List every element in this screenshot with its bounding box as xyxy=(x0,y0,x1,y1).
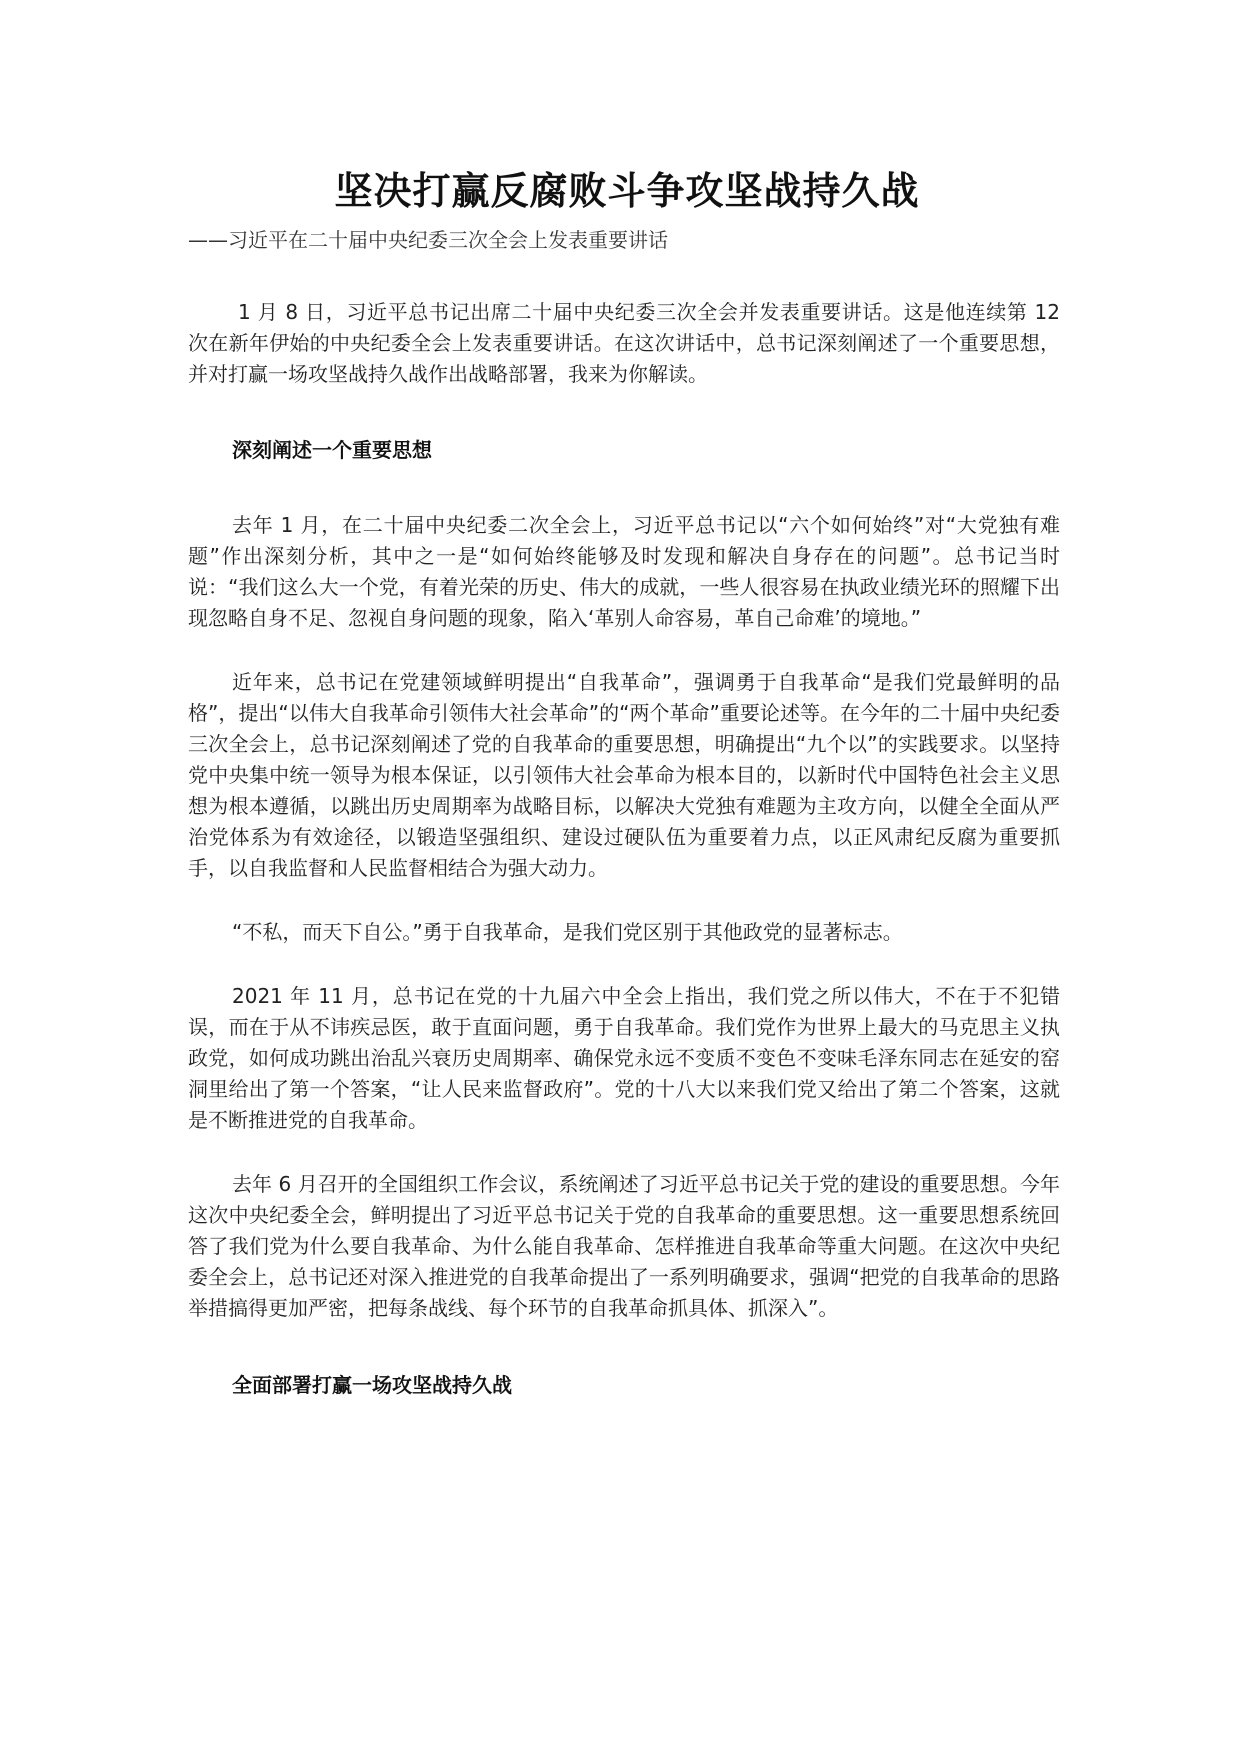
body-paragraph-1: 去年 1 月，在二十届中央纪委二次全会上，习近平总书记以“六个如何始终”对“大党独有难题”作出深刻分析，其中之一是“如何始终能够及时发现和解决自身存在的问题”。总书记当时说：“我们这么大一个党，有着光荣的历史、伟大的成就，一些人很容易在执政业绩光环的照耀下出现忽略自身不足、忽视自身问题的现象，陷入‘革别人命容易，革自己命难’的境地。” xyxy=(188,513,1060,630)
body-paragraph-4: 2021 年 11 月，总书记在党的十九届六中全会上指出，我们党之所以伟大，不在于不犯错误，而在于从不讳疾忌医，敢于直面问题，勇于自我革命。我们党作为世界上最大的马克思主义执政党，如何成功跳出治乱兴衰历史周期率、确保党永远不变质不变色不变味毛泽东同志在延安的窑洞里给出了第一个答案，“让人民来监督政府”。党的十八大以来我们党又给出了第二个答案，这就是不断推进党的自我革命。 xyxy=(188,984,1060,1132)
section-heading-1: 深刻阐述一个重要思想 xyxy=(232,438,432,462)
body-paragraph-2: 近年来，总书记在党建领域鲜明提出“自我革命”，强调勇于自我革命“是我们党最鲜明的品格”，提出“以伟大自我革命引领伟大社会革命”的“两个革命”重要论述等。在今年的二十届中央纪委三次全会上，总书记深刻阐述了党的自我革命的重要思想，明确提出“九个以”的实践要求。以坚持党中央集中统一领导为根本保证，以引领伟大社会革命为根本目的，以新时代中国特色社会主义思想为根本遵循，以跳出历史周期率为战略目标，以解决大党独有难题为主攻方向，以健全全面从严治党体系为有效途径，以锻造坚强组织、建设过硬队伍为重要着力点，以正风肃纪反腐为重要抓手，以自我监督和人民监督相结合为强大动力。 xyxy=(188,670,1060,880)
article-title: 坚决打赢反腐败斗争攻坚战持久战 xyxy=(334,169,920,213)
article-subtitle: ——习近平在二十届中央纪委三次全会上发表重要讲话 xyxy=(188,228,668,252)
section-heading-2: 全面部署打赢一场攻坚战持久战 xyxy=(232,1373,512,1397)
body-paragraph-3: “不私，而天下自公。”勇于自我革命，是我们党区别于其他政党的显著标志。 xyxy=(232,920,903,944)
intro-paragraph: 1 月 8 日，习近平总书记出席二十届中央纪委三次全会并发表重要讲话。这是他连续第 12 次在新年伊始的中央纪委全会上发表重要讲话。在这次讲话中，总书记深刻阐述了一个重要思想，并对打赢一场攻坚战持久战作出战略部署，我来为你解读。 xyxy=(188,300,1060,386)
body-paragraph-5: 去年 6 月召开的全国组织工作会议，系统阐述了习近平总书记关于党的建设的重要思想。今年这次中央纪委全会，鲜明提出了习近平总书记关于党的自我革命的重要思想。这一重要思想系统回答了我们党为什么要自我革命、为什么能自我革命、怎样推进自我革命等重大问题。在这次中央纪委全会上，总书记还对深入推进党的自我革命提出了一系列明确要求，强调“把党的自我革命的思路举措搞得更加严密，把每条战线、每个环节的自我革命抓具体、抓深入”。 xyxy=(188,1172,1060,1320)
